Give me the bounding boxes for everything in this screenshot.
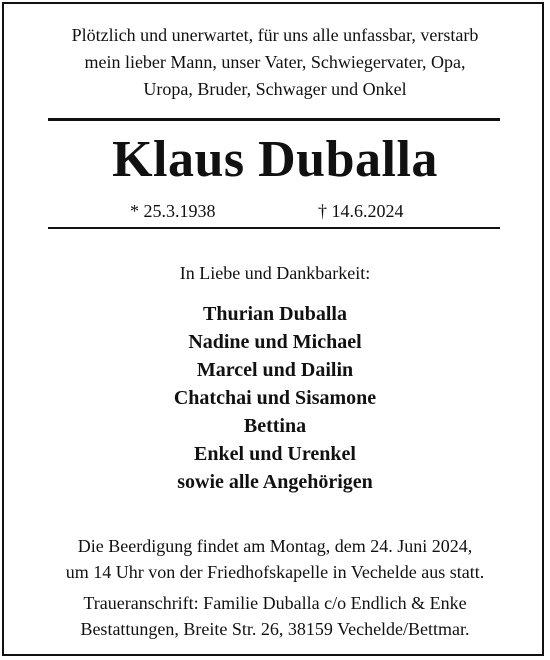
address-line: Traueranschrift: Familie Duballa c/o Endlich & Enke <box>83 593 467 613</box>
intro-line: Uropa, Bruder, Schwager und Onkel <box>143 79 407 99</box>
top-divider <box>48 118 500 121</box>
mourner-name: Nadine und Michael <box>188 331 362 353</box>
intro-line: mein lieber Mann, unser Vater, Schwiegervater, Opa, <box>84 52 466 72</box>
mourner-name: Marcel und Dailin <box>196 359 354 381</box>
mourner-name: Thurian Duballa <box>203 303 347 325</box>
deceased-name: Klaus Duballa <box>112 131 438 188</box>
funeral-line: um 14 Uhr von der Friedhofskapelle in Vechelde aus statt. <box>65 562 485 582</box>
mourner-name: Enkel und Urenkel <box>194 443 356 465</box>
mourner-name: sowie alle Angehörigen <box>177 471 373 493</box>
birth-date: * 25.3.1938 <box>130 201 216 221</box>
mourner-name: Bettina <box>243 415 307 437</box>
funeral-details <box>0 533 550 585</box>
mourner-name: Chatchai und Sisamone <box>173 387 377 409</box>
funeral-line: Die Beerdigung findet am Montag, dem 24. Juni 2024, <box>77 536 473 556</box>
intro-line: Plötzlich und unerwartet, für uns alle unfassbar, verstarb <box>71 25 479 45</box>
gratitude-line: In Liebe und Dankbarkeit: <box>179 263 371 283</box>
bottom-divider <box>48 227 500 229</box>
mourning-address <box>0 590 550 642</box>
address-line: Bestattungen, Breite Str. 26, 38159 Vechelde/Bettmar. <box>80 619 470 639</box>
mourners-list <box>0 300 550 496</box>
death-date: † 14.6.2024 <box>318 201 404 221</box>
intro-text <box>0 22 550 103</box>
